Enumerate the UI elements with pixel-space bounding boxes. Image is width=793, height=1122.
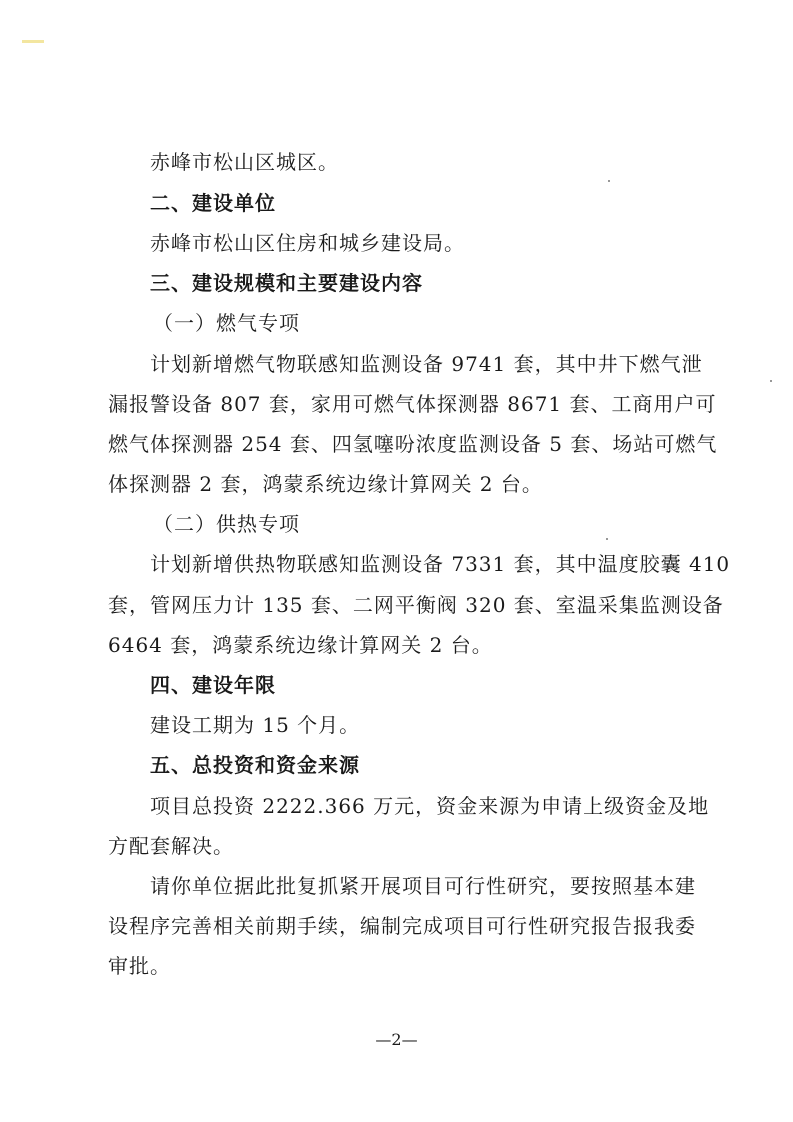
heating-paragraph-line: 6464 套，鸿蒙系统边缘计算网关 2 台。 bbox=[108, 633, 493, 657]
scan-speck bbox=[770, 380, 772, 382]
investment-paragraph-line: 项目总投资 2222.366 万元，资金来源为申请上级资金及地 bbox=[150, 794, 710, 818]
subsection-heading-heating: （二）供热专项 bbox=[153, 512, 300, 536]
section-heading-period: 四、建设年限 bbox=[150, 673, 276, 697]
builder-text: 赤峰市松山区住房和城乡建设局。 bbox=[150, 231, 465, 255]
section-heading-investment: 五、总投资和资金来源 bbox=[150, 753, 360, 777]
section-heading-builder: 二、建设单位 bbox=[150, 191, 276, 215]
closing-paragraph-line: 审批。 bbox=[108, 954, 171, 978]
gas-paragraph-line: 计划新增燃气物联感知监测设备 9741 套，其中井下燃气泄 bbox=[150, 352, 703, 376]
gas-paragraph-line: 体探测器 2 套，鸿蒙系统边缘计算网关 2 台。 bbox=[108, 472, 543, 496]
section-heading-scale: 三、建设规模和主要建设内容 bbox=[150, 271, 423, 295]
investment-paragraph-line: 方配套解决。 bbox=[108, 834, 234, 858]
page-number: —2— bbox=[375, 1030, 418, 1049]
gas-paragraph-line: 燃气体探测器 254 套、四氢噻吩浓度监测设备 5 套、场站可燃气 bbox=[108, 432, 718, 456]
closing-paragraph-line: 设程序完善相关前期手续，编制完成项目可行性研究报告报我委 bbox=[108, 914, 696, 938]
closing-paragraph-line: 请你单位据此批复抓紧开展项目可行性研究，要按照基本建 bbox=[150, 874, 696, 898]
gas-paragraph-line: 漏报警设备 807 套，家用可燃气体探测器 8671 套、工商用户可 bbox=[108, 392, 717, 416]
location-text: 赤峰市松山区城区。 bbox=[150, 150, 339, 174]
scan-speck bbox=[608, 180, 610, 182]
subsection-heading-gas: （一）燃气专项 bbox=[153, 311, 300, 335]
scan-mark bbox=[22, 40, 44, 43]
period-text: 建设工期为 15 个月。 bbox=[150, 713, 361, 737]
heating-paragraph-line: 套，管网压力计 135 套、二网平衡阀 320 套、室温采集监测设备 bbox=[108, 593, 724, 617]
heating-paragraph-line: 计划新增供热物联感知监测设备 7331 套，其中温度胶囊 410 bbox=[150, 552, 731, 576]
scan-speck bbox=[606, 538, 608, 540]
